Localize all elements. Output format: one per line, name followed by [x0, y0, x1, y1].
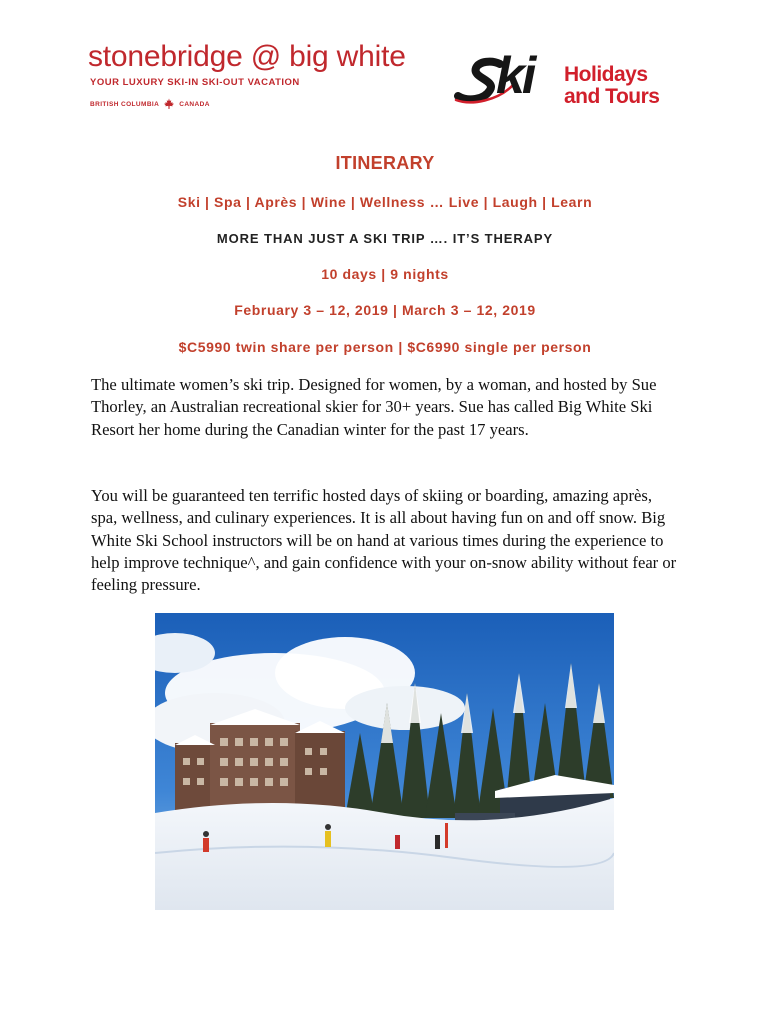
maple-leaf-icon [163, 98, 175, 110]
itinerary-dates: February 3 – 12, 2019 | March 3 – 12, 2019 [234, 302, 536, 318]
experience-paragraph: You will be guaranteed ten terrific hosted days of skiing or boarding, amazing après, spa, wellness, and culinary experiences. It is all about having fun on and off snow. Big White Ski School instructors will be on hand at various times during the experience to help improve technique^, and gain confidence with your on-snow ability without fear or feeling pressure. [91, 486, 677, 595]
ski-wordmark-text: ki [496, 47, 534, 105]
stonebridge-logo [88, 40, 408, 115]
itinerary-slogan: MORE THAN JUST A SKI TRIP …. IT’S THERAPY [216, 231, 554, 246]
stonebridge-brand-name: stonebridge @ big white [88, 40, 406, 73]
stonebridge-tagline: YOUR LUXURY SKI-IN SKI-OUT VACATION [90, 77, 300, 88]
and-tours-text: and Tours [564, 85, 660, 108]
ski-wordmark-full [533, 46, 534, 47]
location-province: BRITISH COLUMBIA [90, 100, 160, 108]
intro-paragraph: The ultimate women’s ski trip. Designed for women, by a woman, and hosted by Sue Thorley, an Australian recreational skier for 30+ years. Sue has called Big White Ski Resort her home during the Canadian winter for the past 17 years. [91, 375, 657, 439]
ski-resort-illustration [155, 613, 614, 910]
stonebridge-location [90, 98, 210, 110]
ski-holidays-logo [452, 47, 682, 114]
itinerary-themes: Ski | Spa | Après | Wine | Wellness … Live | Laugh | Learn [177, 194, 593, 210]
ski-wordmark [496, 46, 533, 106]
ski-resort-photo [155, 613, 614, 910]
itinerary-title: ITINERARY [335, 153, 435, 173]
location-country: CANADA [179, 100, 210, 108]
itinerary-price: $C5990 twin share per person | $C6990 single per person [178, 339, 592, 355]
holidays-text: Holidays [564, 63, 648, 86]
itinerary-duration: 10 days | 9 nights [321, 266, 449, 282]
